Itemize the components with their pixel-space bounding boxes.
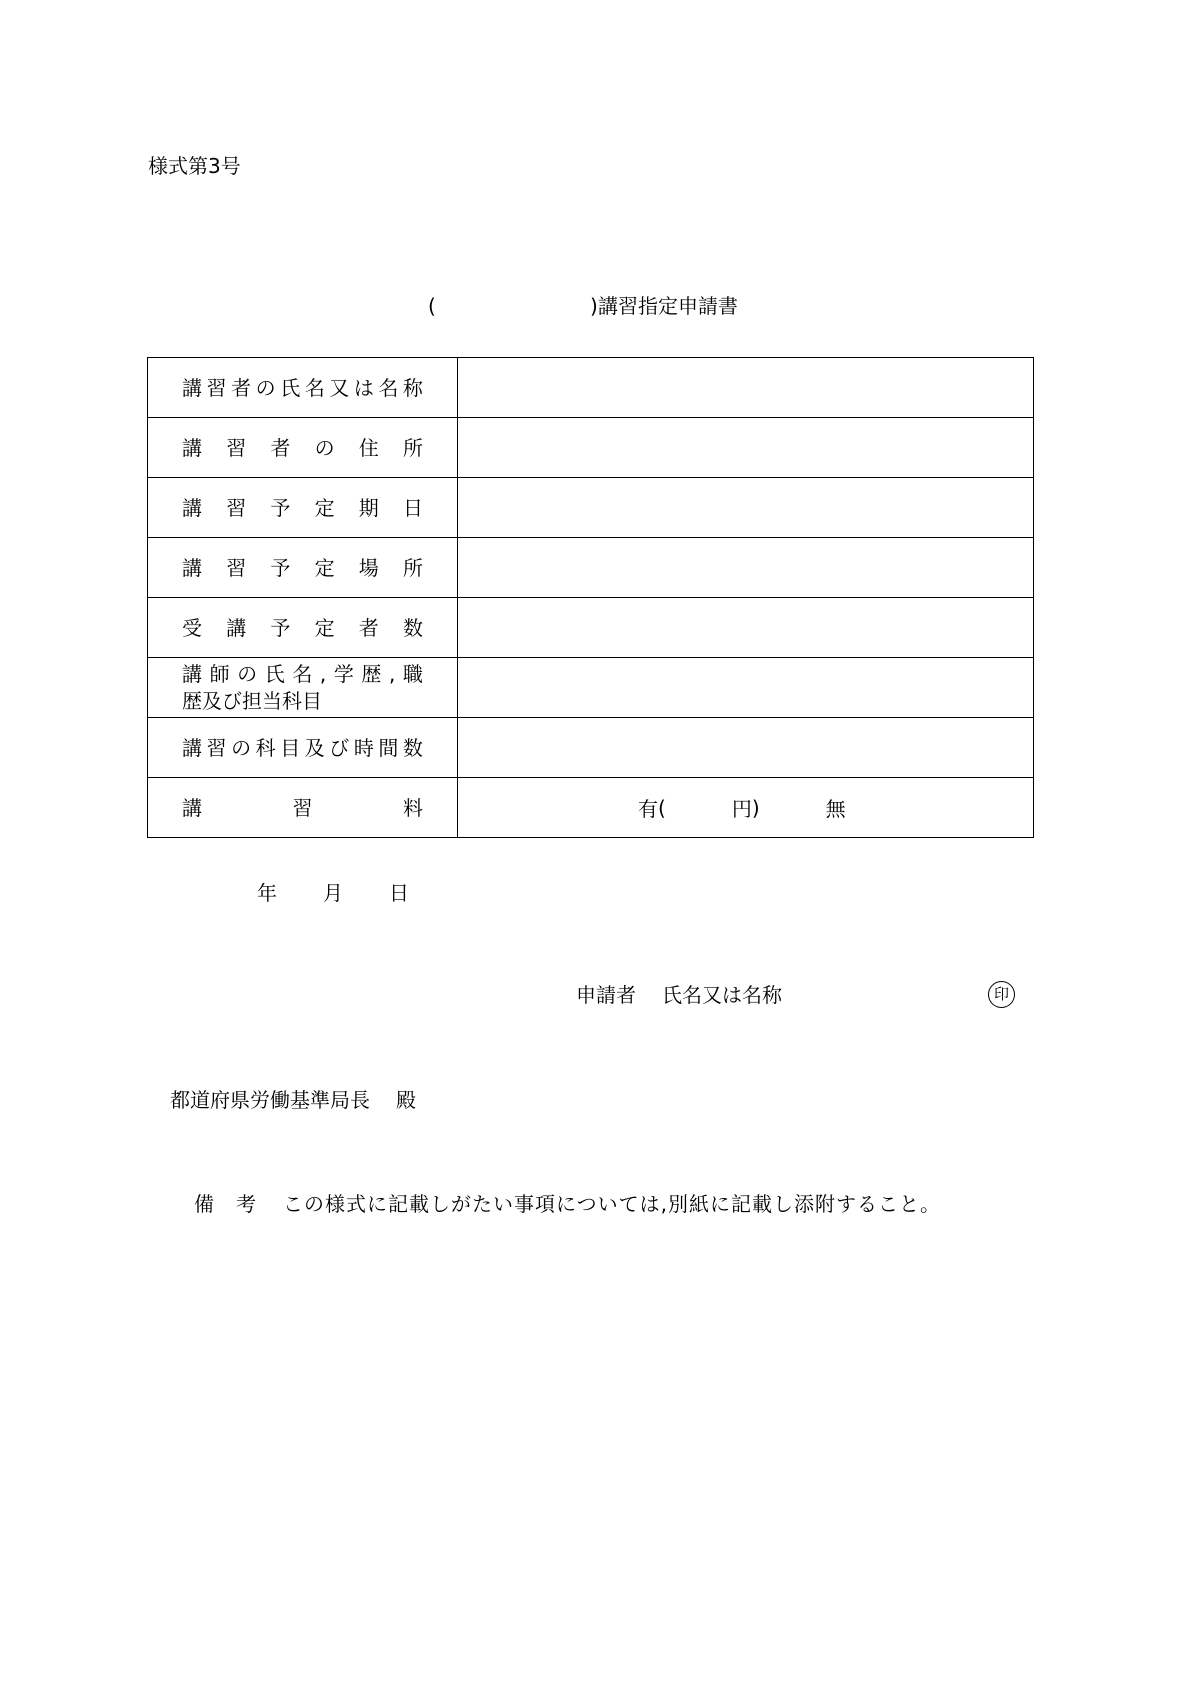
label-char: 定	[314, 615, 335, 640]
label-char: の	[231, 735, 252, 760]
label-line-2: 歴及び担当科目	[182, 688, 322, 713]
value-instructor-info[interactable]	[458, 658, 1034, 718]
fee-options	[638, 778, 846, 837]
label-char: 料	[403, 795, 423, 820]
title-open-paren: (	[428, 294, 436, 318]
addressee-office: 都道府県労働基準局長	[170, 1088, 370, 1112]
label-char: 職	[402, 661, 423, 686]
application-table	[147, 357, 1034, 838]
label-char: 目	[280, 735, 301, 760]
label-char: 習	[226, 435, 247, 460]
label-chars	[148, 735, 457, 761]
label-char: 受	[182, 615, 202, 640]
label-char: 所	[402, 555, 423, 580]
fee-paren-open: (	[658, 795, 666, 820]
date-year: 年	[257, 881, 277, 905]
label-char: 習	[226, 495, 247, 520]
label-char: 学	[333, 661, 354, 686]
label-char: 習	[292, 795, 313, 820]
label-two-line	[148, 661, 457, 715]
label-char: 期	[358, 495, 379, 520]
label-char: 氏	[264, 661, 285, 686]
table-row	[148, 358, 1034, 418]
applicant-label: 申請者	[576, 983, 636, 1007]
value-lecturer-address[interactable]	[458, 418, 1034, 478]
table-row	[148, 538, 1034, 598]
value-planned-attendees[interactable]	[458, 598, 1034, 658]
label-char: 講	[182, 735, 202, 760]
label-char: 講	[182, 555, 202, 580]
label-char: は	[353, 375, 374, 400]
label-char: 者	[270, 435, 291, 460]
label-char: 習	[226, 555, 247, 580]
label-char: 科	[255, 735, 276, 760]
label-char: 数	[402, 615, 423, 640]
label-char: 予	[270, 555, 291, 580]
label-char: 及	[304, 735, 325, 760]
value-subjects-hours[interactable]	[458, 718, 1034, 778]
label-planned-venue	[148, 538, 458, 598]
fee-yen-unit: 円	[731, 797, 752, 821]
fee-yes-option[interactable]: 有	[638, 797, 658, 821]
document-title	[420, 292, 820, 322]
remarks	[194, 1190, 941, 1218]
fee-no-option[interactable]: 無	[825, 797, 846, 821]
title-close-paren: )	[590, 294, 598, 318]
label-char: 定	[314, 555, 335, 580]
label-char: 住	[358, 435, 379, 460]
label-lecturer-name	[148, 358, 458, 418]
value-planned-venue[interactable]	[458, 538, 1034, 598]
label-char: 場	[358, 555, 379, 580]
label-lecture-fee	[148, 778, 458, 838]
label-char: 名	[292, 661, 313, 686]
label-chars	[148, 795, 457, 821]
table-row	[148, 478, 1034, 538]
addressee-honorific: 殿	[396, 1088, 416, 1112]
table-row	[148, 658, 1034, 718]
remarks-label: 備 考	[194, 1192, 257, 1216]
date-spacer	[277, 879, 323, 907]
value-planned-date[interactable]	[458, 478, 1034, 538]
label-line-1	[182, 661, 423, 688]
label-char: 歴	[361, 661, 382, 686]
applicant-line	[576, 981, 782, 1009]
date-day: 日	[389, 881, 409, 905]
table-row	[148, 418, 1034, 478]
label-char: ,	[319, 661, 327, 686]
label-char: ,	[388, 661, 396, 686]
label-subjects-hours	[148, 718, 458, 778]
label-char: 名	[378, 375, 399, 400]
label-char: 所	[402, 435, 423, 460]
form-number: 様式第3号	[148, 154, 241, 178]
title-text: 講習指定申請書	[598, 294, 738, 318]
label-char: 数	[402, 735, 423, 760]
label-char: 称	[402, 375, 423, 400]
date-month: 月	[323, 881, 343, 905]
addressee	[170, 1086, 416, 1114]
table-row	[148, 778, 1034, 838]
label-char: 名	[304, 375, 325, 400]
label-char: 氏	[280, 375, 301, 400]
label-char: の	[255, 375, 276, 400]
value-lecturer-name[interactable]	[458, 358, 1034, 418]
label-chars	[148, 435, 457, 461]
label-char: 講	[226, 615, 247, 640]
seal-mark-icon: 印	[988, 981, 1015, 1008]
label-char: 日	[402, 495, 423, 520]
fee-paren-close: )	[751, 795, 760, 820]
label-char: 講	[182, 375, 202, 400]
label-char: 講	[182, 795, 202, 820]
label-chars	[148, 615, 457, 641]
label-planned-attendees	[148, 598, 458, 658]
remarks-text: この様式に記載しがたい事項については,別紙に記載し添附すること。	[283, 1192, 941, 1216]
label-char: 講	[182, 435, 202, 460]
label-char: 又	[329, 375, 350, 400]
application-date	[257, 879, 409, 907]
label-chars	[148, 495, 457, 521]
date-spacer	[343, 879, 389, 907]
label-char: 者	[231, 375, 252, 400]
remarks-spacer	[257, 1190, 283, 1218]
label-chars	[148, 375, 457, 401]
label-instructor-info	[148, 658, 458, 718]
label-char: の	[314, 435, 335, 460]
label-chars	[148, 555, 457, 581]
label-planned-date	[148, 478, 458, 538]
label-char: び	[329, 735, 350, 760]
label-char: 講	[182, 661, 202, 686]
addressee-spacer	[370, 1086, 396, 1114]
applicant-name-label: 氏名又は名称	[662, 983, 782, 1007]
label-char: の	[237, 661, 258, 686]
label-char: 予	[270, 495, 291, 520]
label-char: 習	[206, 375, 227, 400]
label-char: 師	[209, 661, 230, 686]
label-char: 定	[314, 495, 335, 520]
label-lecturer-address	[148, 418, 458, 478]
label-char: 間	[378, 735, 399, 760]
label-char: 時	[353, 735, 374, 760]
table-row	[148, 598, 1034, 658]
table-row	[148, 718, 1034, 778]
label-char: 講	[182, 495, 202, 520]
label-char: 予	[270, 615, 291, 640]
value-lecture-fee	[458, 778, 1034, 838]
label-char: 者	[358, 615, 379, 640]
label-char: 習	[206, 735, 227, 760]
